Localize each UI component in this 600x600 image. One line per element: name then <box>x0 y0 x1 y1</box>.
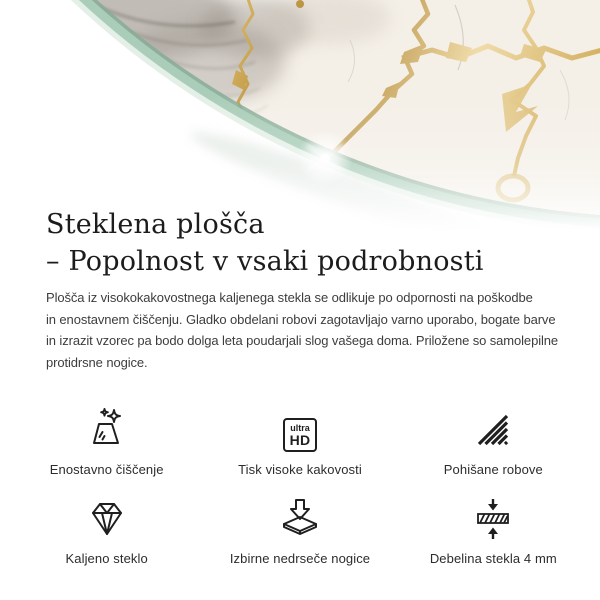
hero-product-image <box>0 0 600 232</box>
feature-easy-cleaning <box>10 404 203 477</box>
feature-label: Kaljeno steklo <box>65 551 148 566</box>
ultra-hd-badge-bottom-text: HD <box>289 431 311 448</box>
sparkle-clean-surface-icon <box>85 408 129 452</box>
feature-nonslip-feet <box>203 493 396 566</box>
product-description <box>46 287 558 373</box>
page-title-line2: – Popolnost v vsaki podrobnosti <box>46 246 484 277</box>
feature-grid <box>10 404 590 566</box>
page-title-line1: Steklena plošča <box>46 209 265 240</box>
page-title <box>46 206 484 280</box>
description-line: Plošča iz visokokakovostnega kaljenega stekla se odlikuje po odpornosti na poškodbe <box>46 290 533 305</box>
ultra-hd-badge-icon <box>283 418 317 452</box>
diamond-icon <box>85 497 129 541</box>
feature-label: Pohišane robove <box>443 462 543 477</box>
description-line: protidrsne nogice. <box>46 354 148 370</box>
description-line: in izrazit vzorec pa bodo dolga leta poudarjali slog vašega doma. Priložene so samolepilne <box>46 333 559 348</box>
feature-print-quality <box>203 404 396 477</box>
description-line: in enostavnem čiščenju. Gladko obdelani robovi zagotavljajo varno uporabo, bogate barve <box>46 311 556 327</box>
feature-label: Tisk visoke kakovosti <box>238 462 362 477</box>
feature-label: Debelina stekla 4 mm <box>429 551 557 566</box>
feature-tempered-glass <box>10 493 203 566</box>
non-slip-feet-arrow-icon <box>278 497 322 541</box>
glass-plate-marble-illustration <box>0 0 600 232</box>
ultra-hd-badge-top-text: ultra <box>290 422 310 433</box>
feature-polished-edges <box>397 404 590 477</box>
white-fade-overlay <box>0 0 600 232</box>
glass-thickness-arrows-icon <box>471 497 515 541</box>
polished-edge-stripes-icon <box>471 408 515 452</box>
feature-glass-thickness <box>397 493 590 566</box>
feature-label: Enostavno čiščenje <box>49 462 164 477</box>
feature-label: Izbirne nedrseče nogice <box>229 551 371 566</box>
